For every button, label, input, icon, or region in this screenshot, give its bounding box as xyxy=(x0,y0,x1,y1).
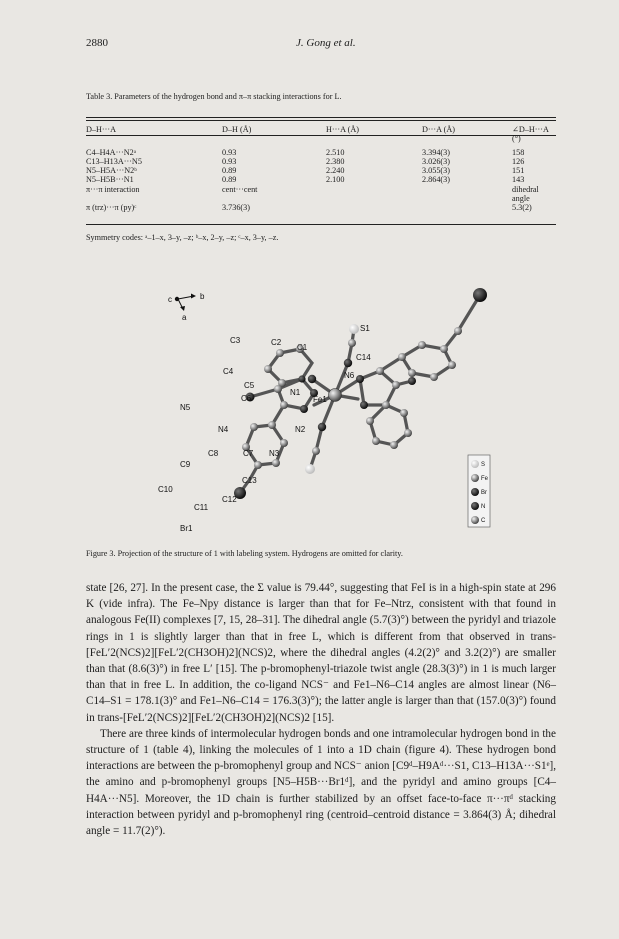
table-cell: 158 xyxy=(512,147,525,157)
atom-label: S1 xyxy=(360,324,370,333)
atom-label: N5 xyxy=(180,403,191,412)
table-cell: cent···cent xyxy=(222,184,258,194)
legend-label: S xyxy=(481,462,486,468)
legend-label: C xyxy=(481,518,486,524)
atom-label: N6 xyxy=(344,371,355,380)
legend-label: Br xyxy=(481,490,487,496)
col-header: D–H (Å) xyxy=(222,125,252,134)
table-top-rule-thin xyxy=(86,120,556,121)
atom-label: Br1 xyxy=(180,524,193,533)
axis-c-label: c xyxy=(168,295,172,304)
atom-label: Fe1 xyxy=(313,395,327,404)
crystal-structure-figure xyxy=(150,275,500,535)
table-cell: 3.736(3) xyxy=(222,203,250,213)
table-row xyxy=(86,185,556,204)
table-cell: 0.89 xyxy=(222,166,237,176)
table-row xyxy=(86,157,556,166)
table-cell: 2.864(3) xyxy=(422,175,450,185)
paragraph: state [26, 27]. In the present case, the Σ value is 79.44°, suggesting that FeI is in a high-spin state at 296 K (vide infra). The Fe–Npy distance is larger than that for Fe–Ntrz, consistent with that found in analogous Fe(II) complexes [7, 15, 28–31]. The dihedral angle (5.7(3)°) between the pyridyl and triazole rings in 1 is slightly larger than that in free L, which is different from that observed in trans-[FeL′2(NCS)2][FeL′2(CH3OH)2](NCS)2, where the dihedral angles (4.2(2)° and 3.2(2)°) are smaller than that (8.6(3)°) in free L′ [15]. The p-bromophenyl-triazole twist angle (28.3(3)°) in 1 is much larger than that in free L. In addition, the co-ligand NCS⁻ and Fe1–N6–C14 angles are almost linear (N6–C14–S1 = 178.1(3)° and Fe1–N6–C14 = 176.3(3)°); the latter angle is larger than that (157.0(3)°) found in trans-[FeL′2(NCS)2][FeL′2(CH3OH)2](NCS)2 [15]. xyxy=(86,582,556,724)
col-header: D–H···A xyxy=(86,125,117,134)
table-cell: 2.380 xyxy=(326,156,345,166)
page-number: 2880 xyxy=(86,37,108,49)
table-header-row xyxy=(86,125,556,144)
fe-atom xyxy=(329,389,342,402)
table-cell: 0.89 xyxy=(222,175,237,185)
col-header: ∠D–H···A (°) xyxy=(512,125,549,144)
s-atom xyxy=(305,464,315,474)
page-header xyxy=(86,37,554,53)
table-cell xyxy=(422,185,512,204)
table-cell: 0.93 xyxy=(222,147,237,157)
atom-label: C4 xyxy=(223,367,234,376)
atom-label: C1 xyxy=(297,343,308,352)
atom-label: C3 xyxy=(230,336,241,345)
table-cell: π (trz)···π (py)ᶜ xyxy=(86,203,137,213)
table-row xyxy=(86,148,556,157)
atom-label: C12 xyxy=(222,495,237,504)
atom-label: N4 xyxy=(218,425,229,434)
atom-label: C7 xyxy=(243,449,254,458)
atom-label: C11 xyxy=(194,503,209,512)
atom-label: C8 xyxy=(208,449,219,458)
table-cell: π···π interaction xyxy=(86,184,140,194)
atom-label: C14 xyxy=(356,353,371,362)
axis-indicator xyxy=(168,292,205,322)
atom-label: N1 xyxy=(290,388,301,397)
table-cell: 2.240 xyxy=(326,166,345,176)
table-cell: N5–H5A···N2ᵇ xyxy=(86,166,137,176)
table-row xyxy=(86,166,556,175)
legend-label: N xyxy=(481,504,486,510)
table-caption: Table 3. Parameters of the hydrogen bond and π–π stacking interactions for L. xyxy=(86,92,342,101)
table-cell: 2.510 xyxy=(326,147,345,157)
atom-label: C6 xyxy=(241,394,252,403)
table-top-rule xyxy=(86,117,556,118)
s-atom xyxy=(349,324,359,334)
axis-b-label: b xyxy=(200,292,205,301)
table-cell: 3.055(3) xyxy=(422,166,450,176)
atom-label: N2 xyxy=(295,425,306,434)
table-cell: dihedral angle xyxy=(512,184,539,204)
table-cell: 143 xyxy=(512,175,525,185)
atom-label: C2 xyxy=(271,338,282,347)
table-cell: 126 xyxy=(512,156,525,166)
table-cell: N5–H5B···N1 xyxy=(86,175,134,185)
col-header: H···A (Å) xyxy=(326,125,359,134)
table-row xyxy=(86,203,556,212)
br-atom xyxy=(473,288,487,302)
table-cell: C4–H4A···N2ᵃ xyxy=(86,147,136,157)
atoms xyxy=(234,288,487,499)
atom-label: C5 xyxy=(244,381,255,390)
table-cell: 5.3(2) xyxy=(512,203,532,213)
body-text xyxy=(86,580,556,839)
table-cell xyxy=(326,203,422,212)
table-cell xyxy=(326,185,422,204)
table-cell: 2.100 xyxy=(326,175,345,185)
table-cell: 3.026(3) xyxy=(422,156,450,166)
table-cell xyxy=(422,203,512,212)
table-bottom-rule xyxy=(86,224,556,225)
atom-legend xyxy=(468,455,490,527)
atom-label: N3 xyxy=(269,449,280,458)
atom-label: C9 xyxy=(180,460,191,469)
hydrogen-bond-table xyxy=(86,125,556,213)
table-cell: C13–H13A···N5 xyxy=(86,156,142,166)
table-cell: 151 xyxy=(512,166,525,176)
legend-label: Fe xyxy=(481,476,489,482)
atom-label: C13 xyxy=(242,476,257,485)
table-cell: 3.394(3) xyxy=(422,147,450,157)
atom-labels xyxy=(158,324,371,533)
running-title: J. Gong et al. xyxy=(296,37,356,49)
col-header: D···A (Å) xyxy=(422,125,455,134)
atom-label: C10 xyxy=(158,485,173,494)
symmetry-codes: Symmetry codes: ᵃ–1–x, 3–y, –z; ᵇ–x, 2–y, –z; ᶜ–x, 3–y, –z. xyxy=(86,233,279,242)
paragraph: There are three kinds of intermolecular hydrogen bonds and one intramolecular hydrogen bond in the structure of 1 (table 4), linking the molecules of 1 into a 1D chain (figure 4). These hydrogen bond interactions are between the p-bromophenyl group and NCS⁻ anion [C9ᵈ–H9Aᵈ···S1, C13–H13A···S1ᵉ], the amino and p-bromophenyl groups [N5–H5B···Br1ᵈ], and the pyridyl and amino groups [C4–H4A···N5]. Moreover, the 1D chain is further stabilized by an offset face-to-face π···πᵈ stacking interaction between pyridyl and p-bromophenyl ring (centroid–centroid distance = 3.864(3) Å; dihedral angle = 11.7(2)°). xyxy=(86,727,556,838)
table-cell: 0.93 xyxy=(222,156,237,166)
figure-caption: Figure 3. Projection of the structure of 1 with labeling system. Hydrogens are omitted for clarity. xyxy=(86,549,403,558)
axis-a-label: a xyxy=(182,313,187,322)
table-row xyxy=(86,175,556,184)
